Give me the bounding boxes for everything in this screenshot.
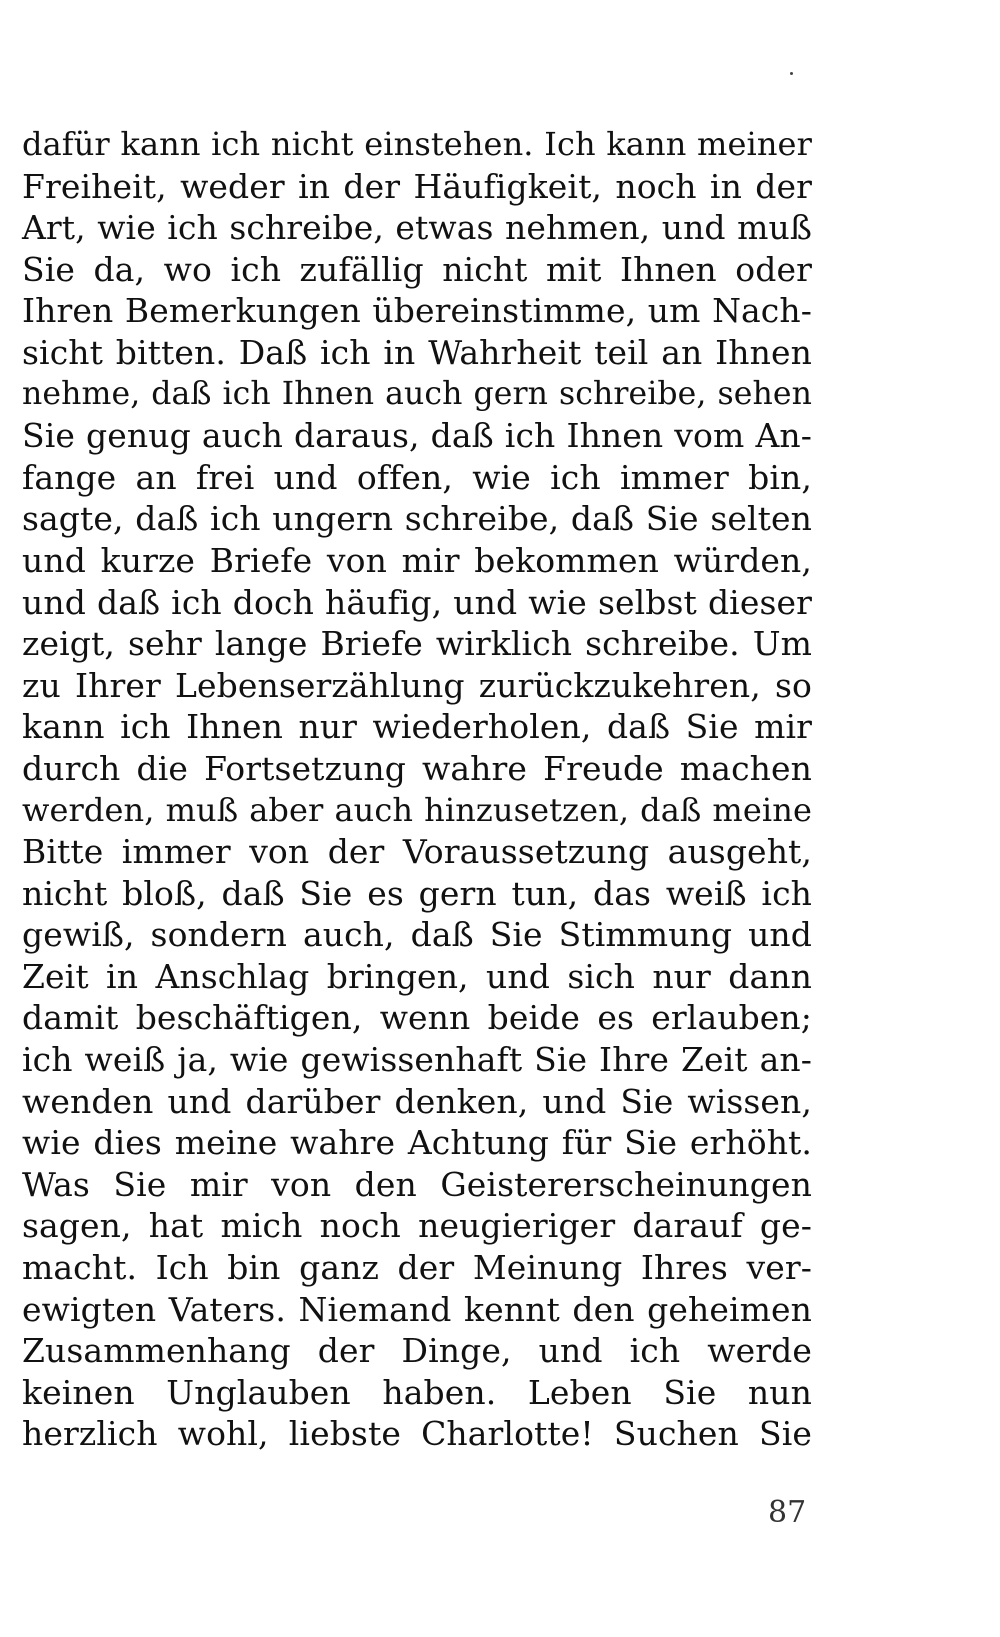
text-line: Zeit in Anschlag bringen, und sich nur dann	[22, 956, 812, 996]
page-number: 87	[768, 1495, 807, 1530]
text-line: kann ich Ihnen nur wiederholen, daß Sie mir	[22, 707, 812, 747]
text-line: keinen Unglauben haben. Leben Sie nun	[22, 1372, 812, 1412]
text-line: Zusammenhang der Dinge, und ich werde	[22, 1331, 812, 1371]
body-text	[22, 124, 812, 1455]
text-line: damit beschäftigen, wenn beide es erlauben;	[22, 998, 812, 1038]
text-line: werden, muß aber auch hinzusetzen, daß meine	[22, 790, 812, 829]
text-line: wie dies meine wahre Achtung für Sie erhöht.	[22, 1123, 812, 1163]
text-line: zeigt, sehr lange Briefe wirklich schreibe. Um	[22, 624, 812, 664]
text-line: nehme, daß ich Ihnen auch gern schreibe, sehen	[22, 375, 812, 412]
text-line: Art, wie ich schreibe, etwas nehmen, und muß	[22, 208, 812, 248]
text-line: zu Ihrer Lebenserzählung zurückzukehren, so	[22, 665, 812, 705]
text-line: und kurze Briefe von mir bekommen würden,	[22, 540, 812, 580]
text-line: nicht bloß, daß Sie es gern tun, das weiß ich	[22, 873, 812, 913]
text-line: sagte, daß ich ungern schreibe, daß Sie selten	[22, 499, 812, 539]
text-line: durch die Fortsetzung wahre Freude machen	[22, 748, 812, 788]
text-line: Freiheit, weder in der Häufigkeit, noch in der	[22, 166, 812, 206]
text-line: ewigten Vaters. Niemand kennt den geheimen	[22, 1289, 812, 1329]
text-line: sagen, hat mich noch neugieriger darauf ge-	[22, 1206, 812, 1246]
text-line: wenden und darüber denken, und Sie wissen,	[22, 1081, 812, 1121]
text-line: Sie genug auch daraus, daß ich Ihnen vom An-	[22, 416, 812, 456]
text-line: ich weiß ja, wie gewissenhaft Sie Ihre Zeit an-	[22, 1040, 812, 1080]
text-line: sicht bitten. Daß ich in Wahrheit teil an Ihnen	[22, 332, 812, 372]
text-line: herzlich wohl, liebste Charlotte! Suchen Sie	[22, 1414, 812, 1454]
print-speck	[790, 72, 793, 75]
text-line: fange an frei und offen, wie ich immer bin,	[22, 457, 812, 497]
text-line: dafür kann ich nicht einstehen. Ich kann meiner	[22, 125, 812, 163]
text-line: Ihren Bemerkungen übereinstimme, um Nach-	[22, 291, 812, 331]
text-line: und daß ich doch häufig, und wie selbst dieser	[22, 582, 812, 622]
text-line: macht. Ich bin ganz der Meinung Ihres ver-	[22, 1248, 812, 1288]
text-line: gewiß, sondern auch, daß Sie Stimmung und	[22, 915, 812, 955]
text-line: Sie da, wo ich zufällig nicht mit Ihnen oder	[22, 249, 812, 289]
text-line: Bitte immer von der Voraussetzung ausgeht,	[22, 832, 812, 872]
text-line: Was Sie mir von den Geistererscheinungen	[22, 1164, 812, 1204]
